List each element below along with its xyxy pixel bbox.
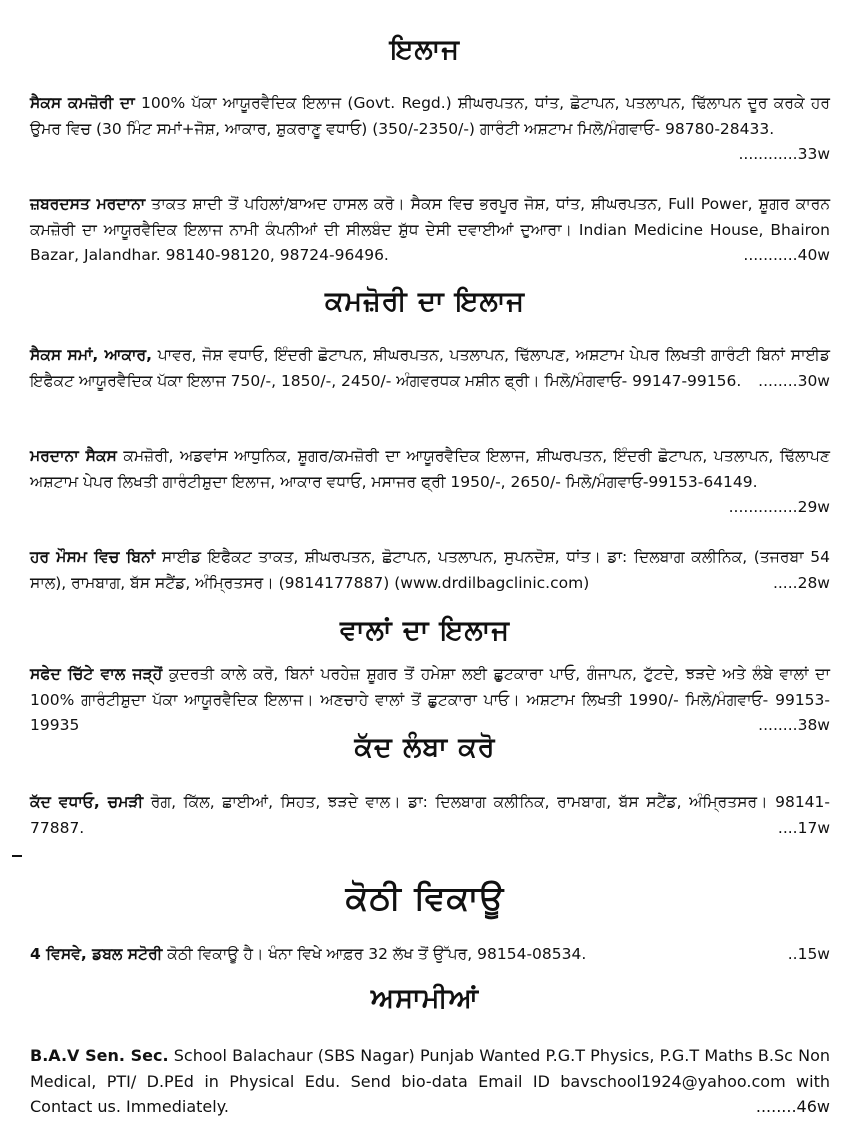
ad-lead: ਸੈਕਸ ਕਮਜ਼ੋਰੀ ਦਾ [30, 94, 135, 112]
ad-lead: ਹਰ ਮੌਸਮ ਵਿਚ ਬਿਨਾਂ [30, 548, 156, 566]
ad-body: ਕੁਦਰਤੀ ਕਾਲੇ ਕਰੋ, ਬਿਨਾਂ ਪਰਹੇਜ਼ ਸ਼ੂਗਰ ਤੋਂ ਹਮੇਸ਼ਾ ਲਈ ਛੁਟਕਾਰਾ ਪਾਓ, ਗੰਜਾਪਨ, ਟੁੱਟਦੇ, ਝੜਦੇ ਅਤੇ ਲੰਬੇ ਵਾਲਾਂ ਦਾ 100% ਗਾਰੰਟੀਸ਼ੁਦਾ ਪੱਕਾ ਆਯੂਰਵੈਦਿਕ ਇਲਾਜ। ਅਣਚਾਹੇ ਵਾਲਾਂ ਤੋਂ ਛੁਟਕਾਰਾ ਪਾਓ। ਅਸ਼ਟਾਮ ਲਿਖਤੀ 1990/- ਮਿਲੋ/ਮੰਗਵਾਓ- 99153-19935 [30, 665, 830, 734]
ad-46w [30, 1043, 830, 1120]
section-heading-vacancies: ਅਸਾਮੀਆਂ [370, 983, 480, 1014]
ad-lead: ਜ਼ਬਰਦਸਤ ਮਰਦਾਨਾ [30, 195, 146, 213]
ad-33w [30, 91, 830, 168]
ad-lead: ਸੈਕਸ ਸਮਾਂ, ਆਕਾਰ, [30, 346, 152, 364]
ad-ref: ....17w [777, 818, 830, 837]
ad-ref: .....28w [772, 573, 830, 592]
ad-body: 100% ਪੱਕਾ ਆਯੂਰਵੈਦਿਕ ਇਲਾਜ (Govt. Regd.) ਸ਼ੀਘਰਪਤਨ, ਧਾਂਤ, ਛੋਟਾਪਨ, ਪਤਲਾਪਨ, ਢਿੱਲਾਪਨ ਦੂਰ ਕਰਕੇ ਹਰ ਉਮਰ ਵਿਚ (30 ਮਿੰਟ ਸਮਾਂ+ਜੋਸ਼, ਆਕਾਰ, ਸ਼ੁਕਰਾਣੂ ਵਧਾਓ) (350/-2350/-) ਗਾਰੰਟੀ ਅਸ਼ਟਾਮ ਮਿਲੋ/ਮੰਗਵਾਓ- 98780-28433. [30, 94, 830, 138]
ad-body: ਕੋਠੀ ਵਿਕਾਊ ਹੈ। ਖੰਨਾ ਵਿਖੇ ਆਫ਼ਰ 32 ਲੱਖ ਤੋਂ ਉੱਪਰ, 98154-08534. [162, 945, 587, 963]
ad-body: ਕਮਜ਼ੋਰੀ, ਅਡਵਾਂਸ ਆਧੁਨਿਕ, ਸ਼ੂਗਰ/ਕਮਜ਼ੋਰੀ ਦਾ ਆਯੂਰਵੈਦਿਕ ਇਲਾਜ, ਸ਼ੀਘਰਪਤਨ, ਇੰਦਰੀ ਛੋਟਾਪਨ, ਪਤਲਾਪਨ, ਢਿੱਲਾਪਣ ਅਸ਼ਟਾਮ ਪੇਪਰ ਲਿਖਤੀ ਗਾਰੰਟੀਸ਼ੁਦਾ ਇਲਾਜ, ਆਕਾਰ ਵਧਾਓ, ਮਸਾਜਰ ਫ੍ਰੀ 1950/-, 2650/- ਮਿਲੋ/ਮੰਗਵਾਓ-99153-64149. [30, 447, 830, 491]
ad-ref: ...........40w [743, 246, 830, 264]
section-heading-weakness: ਕਮਜ਼ੋਰੀ ਦਾ ਇਲਾਜ [324, 286, 526, 317]
ad-lead: ਮਰਦਾਨਾ ਸੈਕਸ [30, 447, 117, 465]
ad-28w [30, 545, 830, 596]
ad-30w [30, 343, 830, 394]
ad-15w [30, 942, 830, 968]
ad-ref: ..............29w [728, 498, 830, 516]
ad-ref: ............33w [738, 145, 830, 163]
ad-38w [30, 662, 830, 739]
section-heading-treatment: ਇਲਾਜ [389, 34, 461, 65]
ad-body: School Balachaur (SBS Nagar) Punjab Wanted P.G.T Physics, P.G.T Maths B.Sc Non Medical, PTI/ D.PEd in Physical Edu. Send bio-data Email ID bavschool1924@yahoo.com with Contact us. Immediately. [30, 1046, 831, 1116]
ad-body: ਸਾਈਡ ਇਫੈਕਟ ਤਾਕਤ, ਸ਼ੀਘਰਪਤਨ, ਛੋਟਾਪਨ, ਪਤਲਾਪਨ, ਸੁਪਨਦੋਸ਼, ਧਾਂਤ। ਡਾ: ਦਿਲਬਾਗ ਕਲੀਨਿਕ, (ਤਜਰਬਾ 54 ਸਾਲ), ਰਾਮਬਾਗ, ਬੱਸ ਸਟੈਂਡ, ਅੰਮ੍ਰਿਤਸਰ। (9814177887) (www.drdilbagclinic.com) [30, 548, 831, 592]
ad-lead: ਸਫੇਦ ਚਿੱਟੇ ਵਾਲ ਜੜ੍ਹੋਂ [30, 665, 163, 683]
ad-ref: ........38w [758, 716, 830, 734]
ad-body: ਪਾਵਰ, ਜੋਸ਼ ਵਧਾਓ, ਇੰਦਰੀ ਛੋਟਾਪਨ, ਸ਼ੀਘਰਪਤਨ, ਪਤਲਾਪਨ, ਢਿੱਲਾਪਣ, ਅਸ਼ਟਾਮ ਪੇਪਰ ਲਿਖਤੀ ਗਾਰੰਟੀ ਬਿਨਾਂ ਸਾਈਡ ਇਫੈਕਟ ਆਯੂਰਵੈਦਿਕ ਪੱਕਾ ਇਲਾਜ 750/-, 1850/-, 2450/- ਅੰਗਵਰਧਕ ਮਸ਼ੀਨ ਫ੍ਰੀ। ਮਿਲੋ/ਮੰਗਵਾਓ- 99147-99156. [30, 346, 830, 390]
ad-17w [30, 790, 830, 841]
section-heading-height: ਕੱਦ ਲੰਬਾ ਕਰੋ [354, 732, 496, 763]
section-heading-hair: ਵਾਲਾਂ ਦਾ ਇਲਾਜ [340, 615, 510, 646]
ad-ref: ........46w [755, 1097, 830, 1116]
ad-body: ਤਾਕਤ ਸ਼ਾਦੀ ਤੋਂ ਪਹਿਲਾਂ/ਬਾਅਦ ਹਾਸਲ ਕਰੋ। ਸੈਕਸ ਵਿਚ ਭਰਪੂਰ ਜੋਸ਼, ਧਾਂਤ, ਸ਼ੀਘਰਪਤਨ, Full Power, ਸ਼ੂਗਰ ਕਾਰਨ ਕਮਜ਼ੋਰੀ ਦਾ ਆਯੂਰਵੈਦਿਕ ਇਲਾਜ ਨਾਮੀ ਕੰਪਨੀਆਂ ਦੀ ਸੀਲਬੰਦ ਸ਼ੁੱਧ ਦੇਸੀ ਦਵਾਈਆਂ ਦੁਆਰਾ। Indian Medicine House, Bhairon Bazar, Jalandhar. 98140-98120, 98724-96496. [30, 195, 831, 264]
ad-body: ਰੋਗ, ਕਿੱਲ, ਛਾਈਆਂ, ਸਿਹਤ, ਝੜਦੇ ਵਾਲ। ਡਾ: ਦਿਲਬਾਗ ਕਲੀਨਿਕ, ਰਾਮਬਾਗ, ਬੱਸ ਸਟੈਂਡ, ਅੰਮ੍ਰਿਤਸਰ। 98141-77887. [30, 793, 830, 837]
section-heading-house-sale: ਕੋਠੀ ਵਿਕਾਊ [345, 878, 505, 917]
ad-ref: ........30w [758, 371, 830, 390]
ad-lead: ਕੱਦ ਵਧਾਓ, ਚਮੜੀ [30, 793, 144, 811]
ad-29w [30, 444, 830, 521]
ad-lead: 4 ਵਿਸਵੇ, ਡਬਲ ਸਟੋਰੀ [30, 945, 163, 963]
ad-40w [30, 192, 830, 269]
ad-lead: B.A.V Sen. Sec. [30, 1046, 169, 1065]
print-mark [12, 855, 22, 857]
ad-ref: ..15w [787, 945, 830, 963]
